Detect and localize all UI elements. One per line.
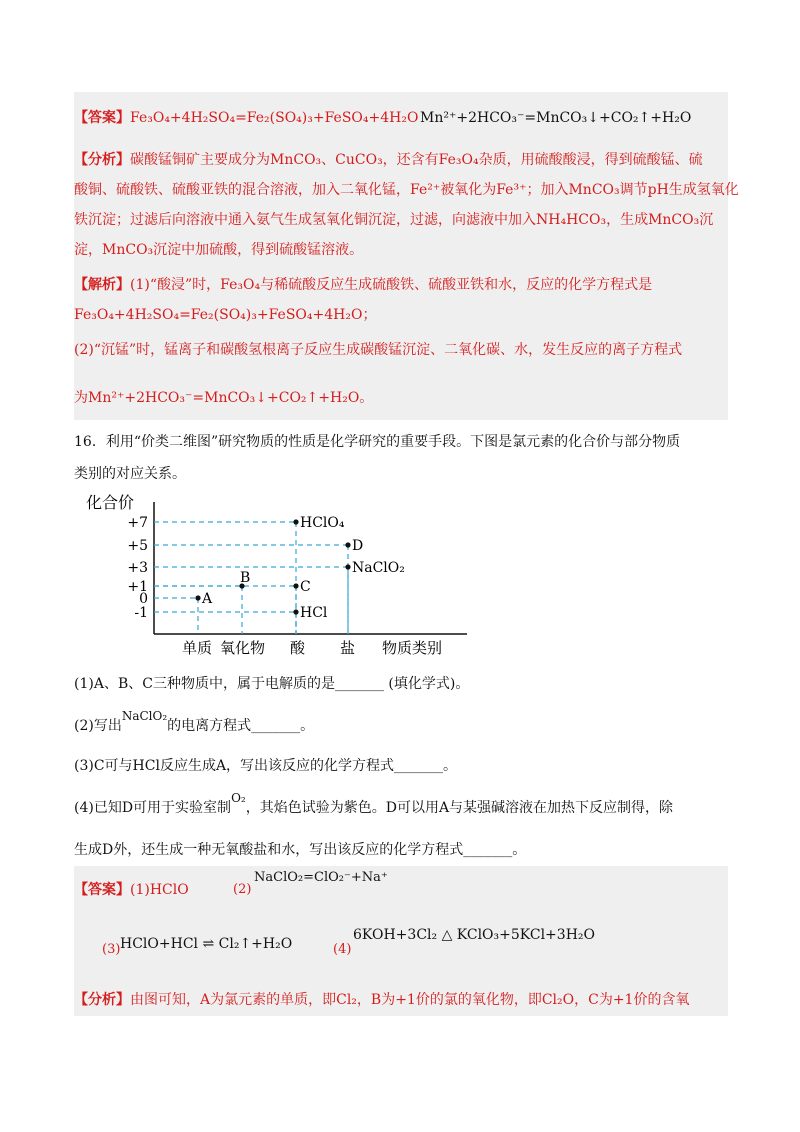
- answer-16-a3-num: (3): [102, 942, 121, 957]
- category-label: 盐: [340, 639, 356, 657]
- data-point: [345, 542, 350, 547]
- solution-15-line4: 为Mn²⁺+2HCO₃⁻=MnCO₃↓+CO₂↑+H₂O。: [74, 390, 374, 406]
- point-label: B: [240, 570, 251, 586]
- point-label: NaClO₂: [352, 560, 405, 576]
- q16-part4-line2: 生成D外，还生成一种无氧酸盐和水，写出该反应的化学方程式_______。: [74, 842, 527, 858]
- answer-16-a2-num: (2): [233, 882, 252, 897]
- point-label: HCl: [300, 605, 328, 621]
- category-label: 酸: [290, 639, 306, 657]
- answer-16-line1: 【答案】(1)HClO: [74, 882, 189, 898]
- x-axis-label: 物质类别: [382, 639, 443, 657]
- q16-part3: (3)C可与HCl反应生成A，写出该反应的化学方程式_______。: [74, 758, 458, 774]
- analysis-tag: 【分析】: [74, 152, 130, 168]
- y-tick-label: +7: [127, 515, 148, 531]
- analysis-16-line1: 【分析】由图可知，A为氯元素的单质，即Cl₂，B为+1价的氯的氧化物，即Cl₂O，C为+1价的含氧: [74, 992, 690, 1008]
- y-tick-label: +3: [127, 560, 148, 576]
- answer-eq1: Fe₃O₄+4H₂SO₄=Fe₂(SO₄)₃+FeSO₄+4H₂O: [130, 110, 419, 126]
- q4-formula: O₂: [231, 791, 246, 805]
- y-tick-label: 0: [139, 591, 148, 607]
- point-label: D: [352, 538, 364, 554]
- data-point: [293, 519, 298, 524]
- answer-eq2: Mn²⁺+2HCO₃⁻=MnCO₃↓+CO₂↑+H₂O: [420, 110, 692, 126]
- q16-part4-line1: (4)已知D可用于实验室制O₂，其焰色试验为紫色。D可以用A与某强碱溶液在加热下反应制得，除: [74, 791, 674, 816]
- answer-15-line: [74, 108, 418, 128]
- analysis-tag: 【分析】: [74, 992, 130, 1008]
- y-axis-label: 化合价: [86, 493, 135, 512]
- category-label: 氧化物: [220, 639, 266, 657]
- data-point: [293, 583, 298, 588]
- data-point: [345, 564, 350, 569]
- answer-tag: 【答案】: [74, 882, 130, 898]
- analysis-15-line3: 铁沉淀；过滤后向溶液中通入氨气生成氢氧化铜沉淀，过滤，向滤液中加入NH₄HCO₃，生成MnCO₃沉: [74, 212, 714, 228]
- y-tick-label: -1: [134, 605, 148, 621]
- solution-15-line3: (2)“沉锰”时，锰离子和碳酸氢根离子反应生成碳酸锰沉淀、二氧化碳、水，发生反应的离子方程式: [74, 342, 683, 358]
- q16-intro-line1: 16．利用“价类二维图”研究物质的性质是化学研究的重要手段。下图是氯元素的化合价与部分物质: [74, 434, 681, 450]
- answer-tag: 【答案】: [74, 110, 130, 126]
- q16-intro-line2: 类别的对应关系。: [74, 466, 186, 482]
- point-label: C: [300, 579, 311, 595]
- solution-15-line2: Fe₃O₄+4H₂SO₄=Fe₂(SO₄)₃+FeSO₄+4H₂O；: [74, 307, 377, 323]
- analysis-15-line4: 淀，MnCO₃沉淀中加硫酸，得到硫酸锰溶液。: [74, 242, 364, 258]
- point-label: HClO₄: [300, 515, 345, 531]
- valence-class-chart: [82, 490, 472, 660]
- point-label: A: [202, 591, 213, 607]
- q16-part2: (2)写出NaClO₂的电离方程式_______。: [74, 709, 315, 734]
- answer-16-a4: 6KOH+3Cl₂ △ KClO₃+5KCl+3H₂O: [353, 927, 595, 943]
- y-tick-label: +5: [127, 538, 148, 554]
- solution-15-line1: 【解析】(1)“酸浸”时，Fe₃O₄与稀硫酸反应生成硫酸铁、硫酸亚铁和水，反应的化学方程式是: [74, 277, 653, 293]
- category-label: 单质: [182, 639, 213, 657]
- y-tick-label: +1: [127, 579, 148, 595]
- solution-tag: 【解析】: [74, 277, 130, 293]
- analysis-15-line1: 【分析】碳酸锰铜矿主要成分为MnCO₃、CuCO₃，还含有Fe₃O₄杂质，用硫酸酸浸，得到硫酸锰、硫: [74, 152, 703, 168]
- q2-formula: NaClO₂: [121, 709, 168, 723]
- data-point: [293, 609, 298, 614]
- answer-16-a2: NaClO₂=ClO₂⁻+Na⁺: [254, 870, 388, 885]
- q16-part1: (1)A、B、C三种物质中，属于电解质的是_______ (填化学式)。: [74, 676, 470, 692]
- answer-16-a4-num: (4): [333, 942, 352, 957]
- analysis-15-line2: 酸铜、硫酸铁、硫酸亚铁的混合溶液，加入二氧化锰，Fe²⁺被氧化为Fe³⁺；加入MnCO₃调节pH生成氢氧化: [74, 182, 739, 198]
- answer-16-a3: HClO+HCl ⇌ Cl₂↑+H₂O: [120, 936, 293, 952]
- data-point: [195, 595, 200, 600]
